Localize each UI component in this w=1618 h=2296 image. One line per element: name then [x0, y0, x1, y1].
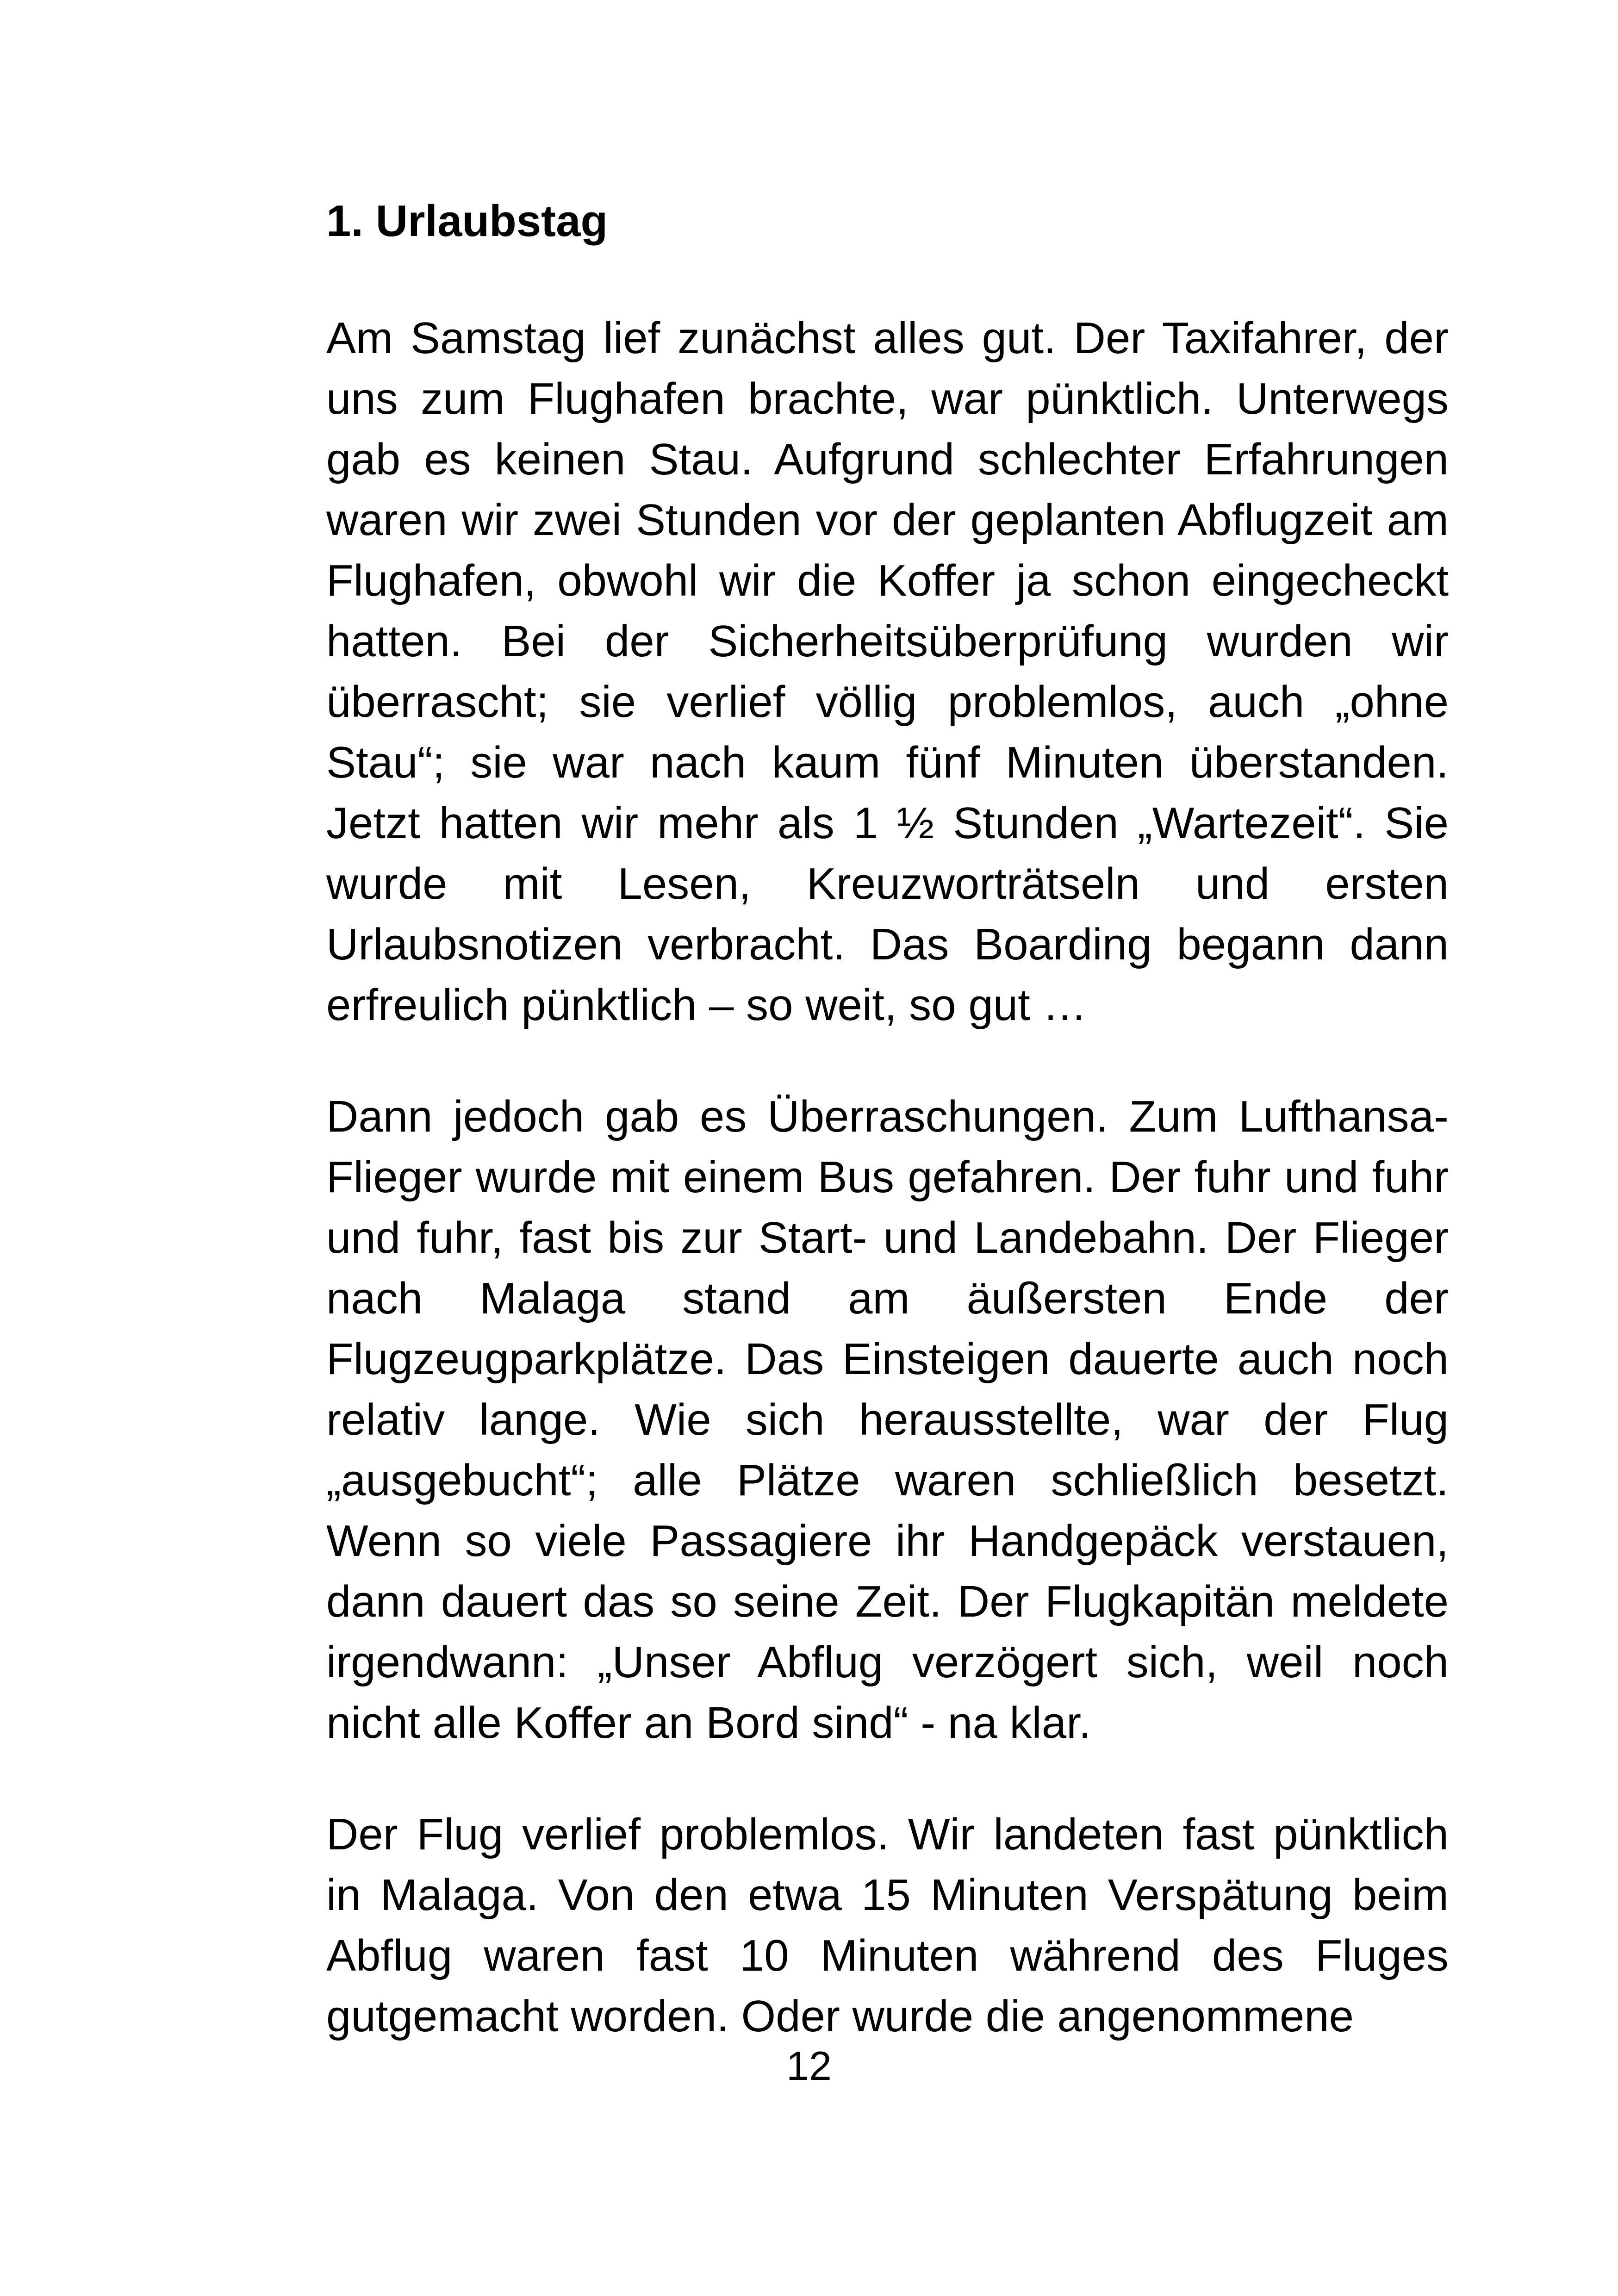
paragraph-3: Der Flug verlief problemlos. Wir landeten fast pünktlich in Malaga. Von den etwa 15 Minuten Verspätung beim Abflug waren fast 10 Minuten während des Fluges gutgemacht worden. Oder wurde die angenommene — [326, 1810, 1449, 2041]
chapter-heading: 1. Urlaubstag — [326, 196, 608, 246]
page-content — [326, 194, 1449, 2097]
paragraph-2: Dann jedoch gab es Überraschungen. Zum Lufthansa-Flieger wurde mit einem Bus gefahren. Der fuhr und fuhr und fuhr, fast bis zur Start- und Landebahn. Der Flieger nach Malaga stand am äußersten Ende der Flugzeugparkplätze. Das Einsteigen dauerte auch noch relativ lange. Wie sich herausstellte, war der Flug „ausgebucht“; alle Plätze waren schließlich besetzt. Wenn so viele Passagiere ihr Handgepäck verstauen, dann dauert das so seine Zeit. Der Flugkapitän meldete irgendwann: „Unser Abflug verzögert sich, weil noch nicht alle Koffer an Bord sind“ - na klar. — [326, 1092, 1449, 1748]
page-number: 12 — [786, 2043, 832, 2089]
paragraph-1: Am Samstag lief zunächst alles gut. Der Taxifahrer, der uns zum Flughafen brachte, war pünktlich. Unterwegs gab es keinen Stau. Aufgrund schlechter Erfahrungen waren wir zwei Stunden vor der geplanten Abflugzeit am Flughafen, obwohl wir die Koffer ja schon eingecheckt hatten. Bei der Sicherheitsüberprüfung wurden wir überrascht; sie verlief völlig problemlos, auch „ohne Stau“; sie war nach kaum fünf Minuten überstanden. Jetzt hatten wir mehr als 1 ½ Stunden „Wartezeit“. Sie wurde mit Lesen, Kreuzworträtseln und ersten Urlaubsnotizen verbracht. Das Boarding begann dann erfreulich pünktlich – so weit, so gut … — [326, 313, 1449, 1030]
